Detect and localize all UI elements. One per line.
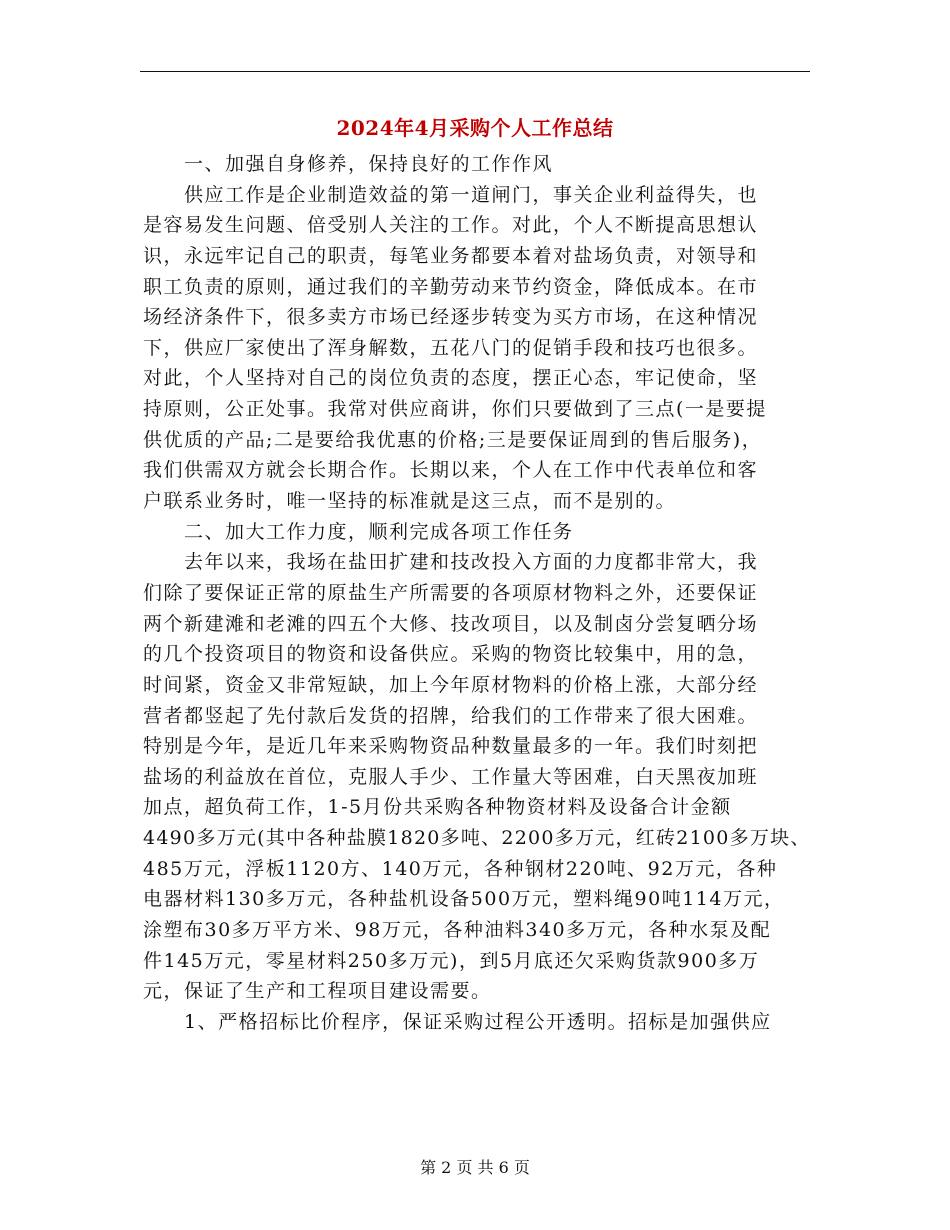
body-line: 4490多万元(其中各种盐膜1820多吨、2200多万元，红砖2100多万块、 [143, 827, 811, 850]
body-line: 1、严格招标比价程序，保证采购过程公开透明。招标是加强供应 [143, 1010, 772, 1033]
body-line: 的几个投资项目的物资和设备供应。采购的物资比较集中，用的急， [143, 643, 759, 666]
body-line: 户联系业务时，唯一坚持的标准就是这三点，而不是别的。 [143, 490, 677, 513]
body-line: 供应工作是企业制造效益的第一道闸门，事关企业利益得失，也 [143, 183, 759, 206]
body-line: 职工负责的原则，通过我们的辛勤劳动来节约资金，降低成本。在市 [143, 275, 759, 298]
body-line: 485万元，浮板1120方、140万元，各种钢材220吨、92万元，各种 [143, 857, 778, 880]
body-line: 持原则，公正处事。我常对供应商讲，你们只要做到了三点(一是要提 [143, 398, 767, 421]
page-footer: 第 2 页 共 6 页 [420, 1158, 530, 1177]
body-line: 对此，个人坚持对自己的岗位负责的态度，摆正心态，牢记使命，坚 [143, 367, 759, 390]
body-line: 特别是今年，是近几年来采购物资品种数量最多的一年。我们时刻把 [143, 735, 759, 758]
document-title: 2024年4月采购个人工作总结 [336, 116, 614, 140]
body-line: 场经济条件下，很多卖方市场已经逐步转变为买方市场，在这种情况 [143, 306, 759, 329]
body-line: 涂塑布30多万平方米、98万元，各种油料340多万元，各种水泵及配 [143, 919, 772, 942]
body-line: 营者都竖起了先付款后发货的招牌，给我们的工作带来了很大困难。 [143, 704, 759, 727]
document-body [143, 149, 811, 1038]
body-line: 下，供应厂家使出了浑身解数，五花八门的促销手段和技巧也很多。 [143, 336, 759, 359]
body-line: 去年以来，我场在盐田扩建和技改投入方面的力度都非常大，我 [143, 551, 759, 574]
body-line: 加点，超负荷工作，1-5月份共采购各种物资材料及设备合计金额 [143, 796, 732, 819]
body-line: 是容易发生问题、倍受别人关注的工作。对此，个人不断提高思想认 [143, 214, 759, 237]
header-rule [140, 71, 810, 72]
body-line: 一、加强自身修养，保持良好的工作作风 [143, 153, 554, 175]
body-line: 我们供需双方就会长期合作。长期以来，个人在工作中代表单位和客 [143, 459, 759, 482]
body-line: 元，保证了生产和工程项目建设需要。 [143, 980, 492, 1003]
body-line: 两个新建滩和老滩的四五个大修、技改项目，以及制卤分尝复晒分场 [143, 612, 759, 635]
body-line: 们除了要保证正常的原盐生产所需要的各项原材物料之外，还要保证 [143, 581, 759, 604]
body-line: 二、加大工作力度，顺利完成各项工作任务 [143, 520, 574, 543]
body-line: 电器材料130多万元，各种盐机设备500万元，塑料绳90吨114万元， [143, 888, 785, 911]
body-line: 供优质的产品;二是要给我优惠的价格;三是要保证周到的售后服务)， [143, 428, 763, 451]
body-line: 件145万元，零星材料250多万元)，到5月底还欠采购货款900多万 [143, 949, 760, 972]
body-line: 时间紧，资金又非常短缺，加上今年原材物料的价格上涨，大部分经 [143, 673, 759, 696]
body-line: 识，永远牢记自己的职责，每笔业务都要本着对盐场负责，对领导和 [143, 244, 759, 267]
body-line: 盐场的利益放在首位，克服人手少、工作量大等困难，白天黑夜加班 [143, 765, 759, 788]
